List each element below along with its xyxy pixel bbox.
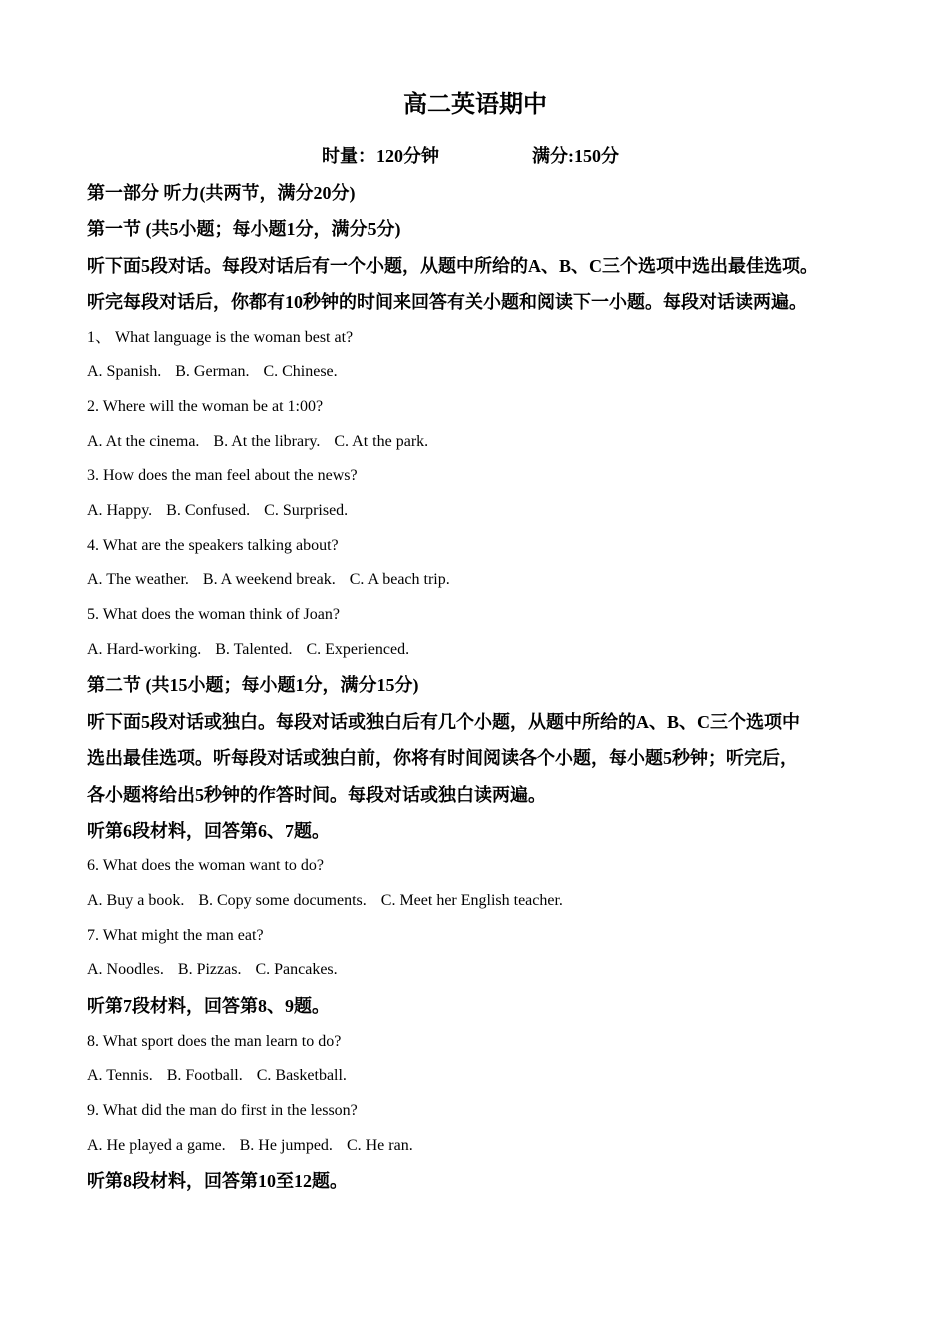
answer-option: C. Meet her English teacher. bbox=[380, 892, 563, 910]
answer-option: B. A weekend break. bbox=[202, 571, 336, 589]
answer-option: B. German. bbox=[175, 363, 250, 381]
answer-options bbox=[87, 1061, 887, 1096]
answer-options bbox=[87, 635, 887, 670]
answer-option: C. Pancakes. bbox=[255, 961, 338, 979]
answer-options bbox=[87, 357, 887, 392]
answer-option: C. Experienced. bbox=[306, 640, 410, 658]
answer-option: C. Surprised. bbox=[264, 502, 349, 519]
answer-option: A. Buy a book. bbox=[87, 892, 185, 910]
answer-option: A. Spanish. bbox=[87, 363, 162, 381]
section-instruction: 第一节 (共5小题；每小题1分，满分5分) bbox=[87, 219, 401, 240]
document-title: 高二英语期中 bbox=[403, 92, 547, 118]
exam-meta bbox=[0, 142, 950, 170]
answer-options bbox=[87, 427, 887, 462]
answer-option: B. Copy some documents. bbox=[198, 892, 367, 910]
question-text: 6. What does the woman want to do? bbox=[87, 857, 324, 875]
section-instruction: 听下面5段对话。每段对话后有一个小题，从题中所给的A、B、C三个选项中选出最佳选项。 bbox=[87, 255, 818, 276]
section-instruction: 听第7段材料，回答第8、9题。 bbox=[87, 996, 330, 1017]
answer-options bbox=[87, 565, 887, 600]
answer-option: A. At the cinema. bbox=[87, 432, 200, 450]
answer-option: B. At the library. bbox=[213, 432, 321, 450]
answer-option: C. Chinese. bbox=[263, 363, 338, 381]
answer-option: B. Football. bbox=[166, 1067, 243, 1085]
question-text: 2. Where will the woman be at 1:00? bbox=[87, 397, 324, 415]
answer-option: A. The weather. bbox=[87, 571, 189, 589]
answer-option: A. Happy. bbox=[87, 502, 153, 519]
question-text: 4. What are the speakers talking about? bbox=[87, 536, 339, 554]
answer-option: A. Tennis. bbox=[87, 1067, 153, 1085]
exam-content bbox=[87, 177, 887, 1202]
section-instruction: 第一部分 听力(共两节，满分20分) bbox=[87, 183, 356, 203]
answer-options bbox=[87, 886, 887, 921]
answer-option: A. Noodles. bbox=[87, 961, 164, 979]
section-instruction: 各小题将给出5秒钟的作答时间。每段对话或独白读两遍。 bbox=[87, 784, 546, 805]
question-text: 8. What sport does the man learn to do? bbox=[87, 1032, 342, 1050]
answer-option: C. At the park. bbox=[334, 432, 429, 450]
answer-option: C. A beach trip. bbox=[349, 571, 450, 589]
answer-option: B. Talented. bbox=[215, 640, 293, 658]
answer-options bbox=[87, 1131, 887, 1166]
answer-option: C. He ran. bbox=[346, 1136, 413, 1154]
answer-options bbox=[87, 496, 887, 531]
section-instruction: 选出最佳选项。听每段对话或独白前，你将有时间阅读各个小题，每小题5秒钟；听完后， bbox=[87, 748, 798, 769]
answer-option: B. Pizzas. bbox=[177, 961, 242, 979]
answer-option: B. He jumped. bbox=[239, 1136, 333, 1154]
answer-option: A. Hard-working. bbox=[87, 640, 202, 658]
question-text: 7. What might the man eat? bbox=[87, 926, 264, 944]
question-text: 1、 What language is the woman best at? bbox=[87, 328, 354, 346]
question-text: 5. What does the woman think of Joan? bbox=[87, 606, 340, 624]
answer-options bbox=[87, 955, 887, 990]
exam-duration: 时量：120分钟 bbox=[322, 146, 439, 166]
section-instruction: 听完每段对话后，你都有10秒钟的时间来回答有关小题和阅读下一小题。每段对话读两遍。 bbox=[87, 292, 807, 313]
section-instruction: 听下面5段对话或独白。每段对话或独白后有几个小题，从题中所给的A、B、C三个选项中 bbox=[87, 711, 800, 732]
section-instruction: 听第8段材料，回答第10至12题。 bbox=[87, 1171, 348, 1192]
question-text: 9. What did the man do first in the lesson? bbox=[87, 1101, 358, 1119]
question-text: 3. How does the man feel about the news? bbox=[87, 467, 358, 485]
answer-option: C. Basketball. bbox=[256, 1067, 347, 1085]
section-instruction: 听第6段材料，回答第6、7题。 bbox=[87, 821, 330, 841]
answer-option: A. He played a game. bbox=[87, 1136, 226, 1154]
section-instruction: 第二节 (共15小题；每小题1分，满分15分) bbox=[87, 675, 419, 696]
answer-option: B. Confused. bbox=[166, 502, 251, 519]
exam-total-score: 满分:150分 bbox=[532, 146, 619, 166]
